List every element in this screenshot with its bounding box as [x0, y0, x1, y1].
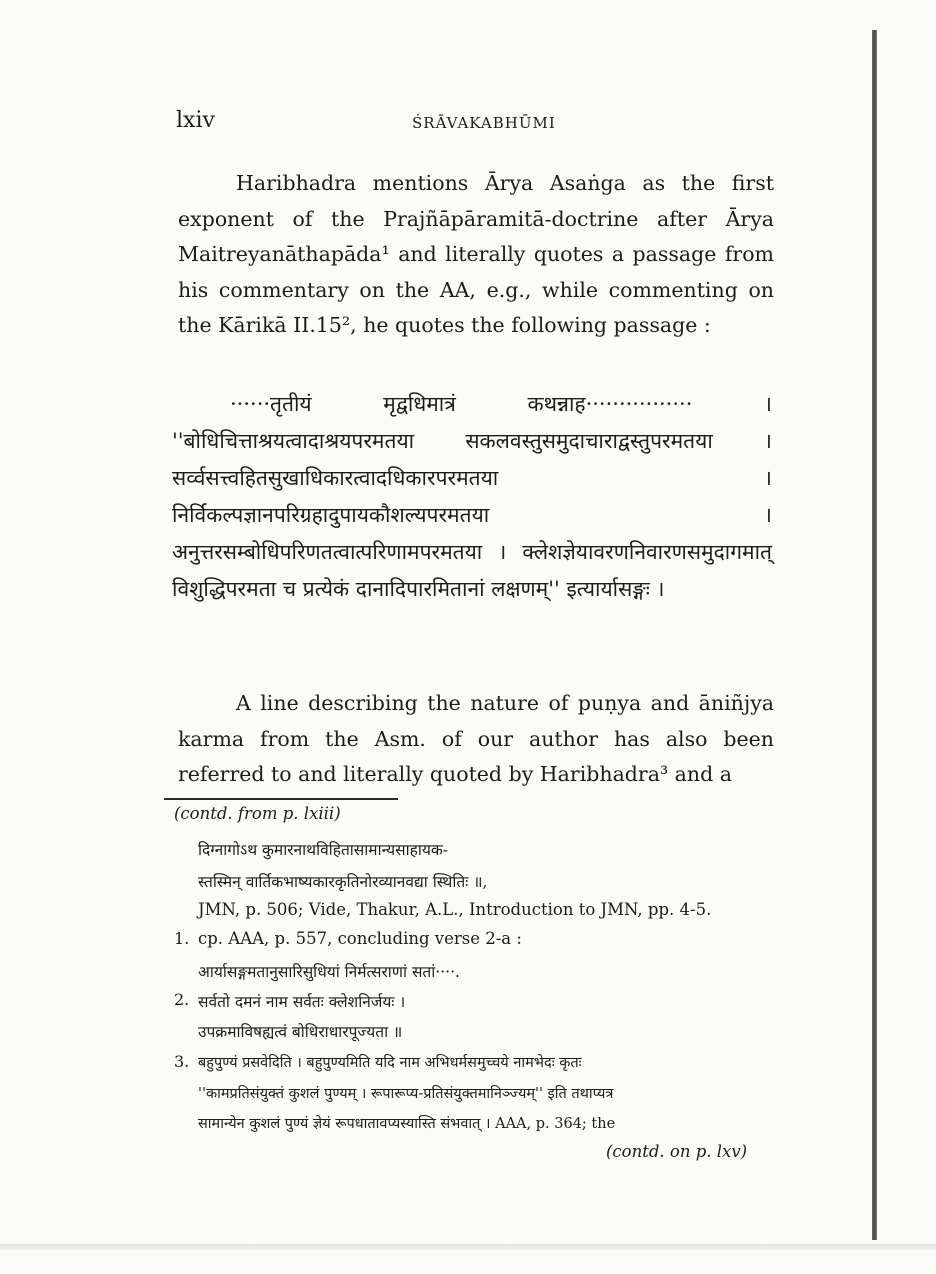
footnote-contd-line: JMN, p. 506; Vide, Thakur, A.L., Introduction to JMN, pp. 4-5. [198, 900, 712, 919]
sanskrit-quotation [172, 386, 772, 608]
footnote-line: सर्वतो दमनं नाम सर्वतः क्लेशनिर्जयः । [198, 993, 406, 1011]
footnote-line: उपक्रमाविषह्यत्वं बोधिराधारपूज्यता ॥ [198, 1023, 403, 1041]
running-title: ŚRĀVAKABHŪMI [412, 114, 556, 132]
footnote-line: ''कामप्रतिसंयुक्तं कुशलं पुण्यम् । रूपारूप्य-प्रतिसंयुक्तमानिञ्ज्यम्'' इति तथाप्यत्र [198, 1086, 614, 1102]
footnote-contd-line: दिग्नागोऽथ कुमारनाथविहितासामान्यसाहायक- [198, 841, 449, 859]
sanskrit-quotation-text: ······तृतीयं मृद्वधिमात्रं कथन्नाह················ । ''बोधिचित्ताश्रयत्वादाश्रयपरमतया सकलवस्तुसमुदाचाराद्वस्तुपरमतया । सर्व्वसत्त्वहितसुखाधिकारत्वादधिकारपरमतया । निर्विकल्पज्ञानपरिग्रहादुपायकौशल्यपरमतया । अनुत्तरसम्बोधिपरिणतत्वात्परिणामपरमतया । क्लेशज्ञेयावरणनिवारणसमुदागमात् विशुद्धिपरमता च प्रत्येकं दानादिपारमितानां लक्षणम्'' इत्यार्यासङ्गः । [172, 392, 772, 601]
body-paragraph-1: Haribhadra mentions Ārya Asaṅga as the first exponent of the Prajñāpāramitā-doctrine after Ārya Maitreyanāthapāda¹ and literally quotes a passage from his commentary on the AA, e.g., while commenting on the Kārikā II.15², he quotes the following passage : [178, 171, 774, 337]
footnote-line: बहुपुण्यं प्रसवेदिति । बहुपुण्यमिति यदि नाम अभिधर्मसमुच्चये नामभेदः कृतः [198, 1055, 582, 1071]
footnote-line: cp. AAA, p. 557, concluding verse 2-a : [198, 929, 522, 948]
footnote-number: 2. [174, 990, 190, 1009]
footnote-contd-on: (contd. on p. lxv) [606, 1142, 748, 1161]
footnote-contd-from: (contd. from p. lxiii) [174, 804, 341, 823]
footnote-number: 1. [174, 929, 190, 948]
page-bottom-edge [0, 1244, 936, 1250]
body-paragraph-2: A line describing the nature of puṇya and āniñjya karma from the Asm. of our author has also been referred to and literally quoted by Haribhadra³ and a [178, 691, 774, 786]
page-number: lxiv [176, 108, 215, 133]
footnote-separator [164, 798, 398, 800]
footnote-line: आर्यासङ्गमतानुसारिसुधियां निर्मत्सराणां सतां····. [198, 963, 460, 981]
footnote-number: 3. [174, 1052, 190, 1071]
running-head [176, 108, 776, 138]
book-spine-shadow [872, 30, 877, 1240]
footnote-line: सामान्येन कुशलं पुण्यं ज्ञेयं रूपधातावप्यस्यास्ति संभवात् । AAA, p. 364; the [198, 1116, 616, 1132]
footnote-contd-line: स्तस्मिन् वार्तिकभाष्यकारकृतिनोरव्यानवद्या स्थितिः ॥, [198, 873, 488, 891]
